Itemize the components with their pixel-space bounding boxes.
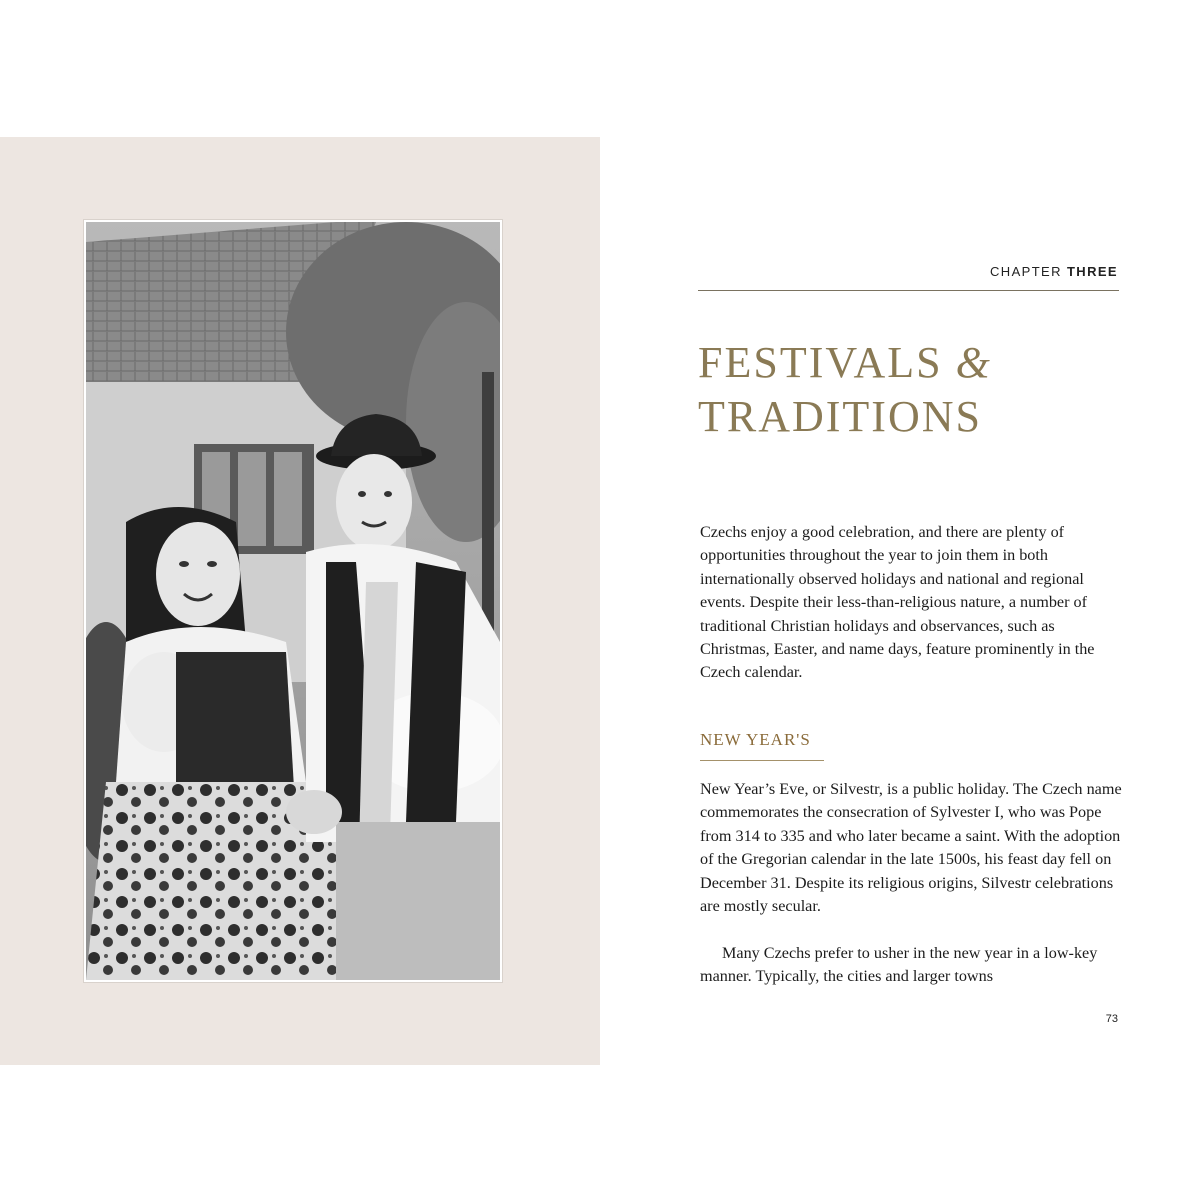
intro-paragraph: Czechs enjoy a good celebration, and there are plenty of opportunities throughout the year to join them in both internationally observed holidays and national and regional events. Despite their less-than-religious nature, a number of traditional Christian holidays and observances, such as Christmas, Easter, and name days, feature prominently in the Czech calendar.: [700, 523, 1095, 682]
chapter-prefix: CHAPTER: [990, 264, 1062, 279]
title-line-2: TRADITIONS: [698, 392, 982, 441]
chapter-label: [990, 264, 1118, 279]
chapter-divider: [698, 290, 1119, 291]
section-paragraph-2: Many Czechs prefer to usher in the new year in a low-key manner. Typically, the cities and larger towns: [700, 944, 1098, 986]
title-line-1: FESTIVALS: [698, 338, 943, 387]
section-divider: [700, 760, 824, 761]
photo-frame: [84, 220, 502, 982]
chapter-title: [698, 336, 1118, 444]
section-paragraph-1: New Year’s Eve, or Silvestr, is a public holiday. The Czech name commemorates the consecration of Sylvester I, who was Pope from 314 to 335 and who later became a saint. With the adoption of the Gregorian calendar in the late 1500s, his feast day fell on December 31. Despite its religious origins, Silvestr celebrations are mostly secular.: [700, 780, 1122, 916]
photo-couple-in-folk-costume-icon: [86, 222, 500, 980]
chapter-number: THREE: [1066, 264, 1118, 279]
section-heading: NEW YEAR'S: [700, 730, 811, 749]
title-ampersand: &: [955, 338, 992, 387]
page-number: 73: [1105, 1013, 1118, 1025]
